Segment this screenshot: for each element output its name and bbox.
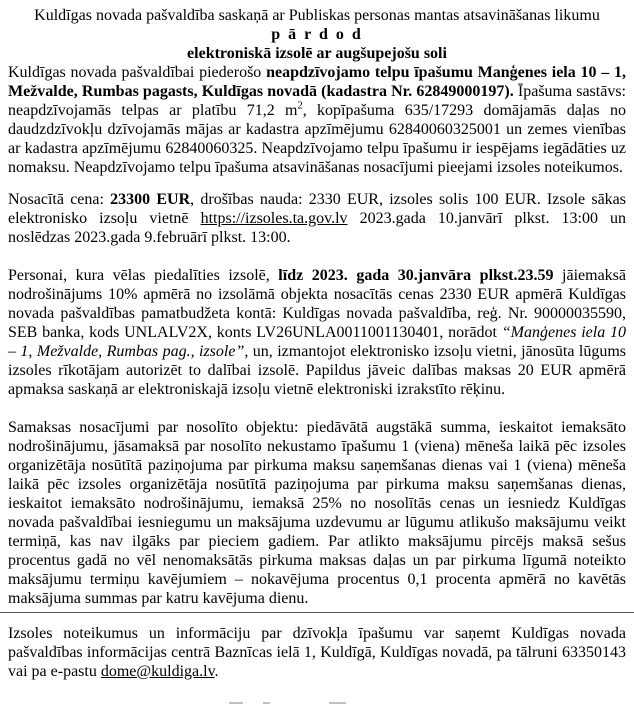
- text-run-contact-start: Izsoles noteikumus un informāciju par dzīvokļa īpašumu var saņemt Kuldīgas novada pašvaldības informācijas centrā Baznīcas ielā 1, Kuldīgā, Kuldīgas novadā, pa tālruni 63350143 vai pa e-pastu: [8, 625, 626, 680]
- email-link[interactable]: dome@kuldiga.lv: [100, 663, 215, 680]
- clipped-mark-1: [229, 702, 243, 704]
- clipped-mark-2: [263, 702, 270, 704]
- text-run-price-label: Nosacītā cena:: [8, 191, 111, 208]
- doc-header-line1: Kuldīgas novada pašvaldība saskaņā ar Publiskas personas mantas atsavināšanas likumu: [34, 7, 600, 24]
- paragraph-property-description: [8, 63, 626, 177]
- text-run-participation-rest: , un, izmantojot elektronisko izsoļu vietni, jānosūta lūgums izsoles rīkotājam autorizēt to dalībai izsolē. Papildus jāveic dalības maksas 20 EUR apmērā apmaksa saskaņā ar elektroniskajā izsoļu vietnē elektroniski izrakstīto rēķinu.: [8, 343, 626, 398]
- paragraph-price-and-dates: [8, 190, 626, 247]
- section-divider: [0, 612, 634, 613]
- text-run-price-bold: 23300 EUR: [110, 191, 191, 208]
- text-run-participation-start: Personai, kura vēlas piedalīties izsolē,: [8, 267, 279, 284]
- text-run-property-mid: Īpašuma sastāvs: neapdzīvojamās telpas ar platību 71,2 m: [8, 83, 626, 119]
- text-run-price-mid: , drošības nauda: 2330 EUR, izsoles solis 100 EUR. Izsole sākas elektronisko izsoļu vietnē: [8, 191, 626, 227]
- text-run-property-address-bold: neapdzīvojamo telpu īpašumu Manģenes iela 10 – 1, Mežvalde, Rumbas pagasts, Kuldīgas novadā (kadastra Nr. 62849000197).: [8, 64, 627, 100]
- text-run-participation-mid: jāiemaksā nodrošinājums 10% apmērā no izsolāmā objekta nosacītās cenas 2330 EUR apmērā Kuldīgas novada pašvaldības pamatbudžeta kontā: Kuldīgas novada pašvaldība, reģ. Nr. 90000035590, SEB banka, kods UNLALV2X, konts LV26UNLA0011001130401, norādot: [8, 267, 626, 341]
- clipped-next-line-remnant: [0, 702, 634, 708]
- auction-site-link[interactable]: https://izsoles.ta.gov.lv: [200, 210, 348, 227]
- text-run-property-intro: Kuldīgas novada pašvaldībai piederošo: [8, 64, 267, 81]
- text-run-contact-end: .: [214, 663, 219, 680]
- text-run-property-rest: , kopīpašuma 635/17293 domājamās daļas no daudzdzīvokļu dzīvojamās mājas ar kadastra apzīmējumu 62840060325001 un zemes vienības ar kadastra apzīmējumu 62840060325. Neapdzīvojamo telpu īpašumu ir iespējams iegādāties uz nomaksu. Neapdzīvojamo telpu īpašuma atsavināšanas nosacījumi pieejami izsoles noteikumos.: [8, 102, 627, 176]
- paragraph-payment-terms: Samaksas nosacījumi par nosolīto objektu: piedāvātā augstākā summa, ieskaitot iemaksāto nodrošinājumu, jāsamaksā par nosolīto nekustamo īpašumu 1 (viena) mēneša laikā pēc izsoles organizētāja nosūtītā paziņojuma par pirkuma maksu saņemšanas dienas vai 1 (viena) mēneša laikā pēc izsoles organizētāja nosūtītā paziņojuma par pirkuma maksu saņemšanas dienas, ieskaitot iemaksāto nodrošinājumu, iemaksā 25% no nosolītās cenas un iesniedz Kuldīgas novada pašvaldībai iesniegumu un maksājuma uzdevumu ar lūgumu atlikušo maksājumu veikt termiņā, kas nav ilgāks par pieciem gadiem. Par atlikto maksājumu pircējs maksā sešus procentus gadā no vēl nenomaksātās pirkuma maksas daļas un par pirkuma līgumā noteikto maksājumu termiņu kavējumiem – nokavējuma procentus 0,1 procenta apmērā no kavētās maksājuma summas par katru kavējuma dienu.: [8, 419, 626, 607]
- paragraph-participation-terms: [8, 266, 626, 399]
- paragraph-contact-info: [8, 624, 626, 681]
- clipped-mark-3: [329, 702, 346, 704]
- text-run-payment-reference-italic: “Manģenes iela 10 – 1, Mežvalde, Rumbas pag., izsole”: [8, 324, 626, 360]
- doc-header-line3: elektroniskā izsolē ar augšupejošu soli: [187, 45, 447, 62]
- text-run-deadline-bold: līdz 2023. gada 30.janvāra plkst.23.59: [278, 267, 554, 284]
- square-meters-superscript: 2: [297, 100, 303, 112]
- doc-header-pardod: p ā r d o d: [271, 26, 363, 43]
- text-run-price-end: 2023.gada 10.janvārī plkst. 13:00 un noslēdzas 2023.gada 9.februārī plkst. 13:00.: [8, 210, 627, 246]
